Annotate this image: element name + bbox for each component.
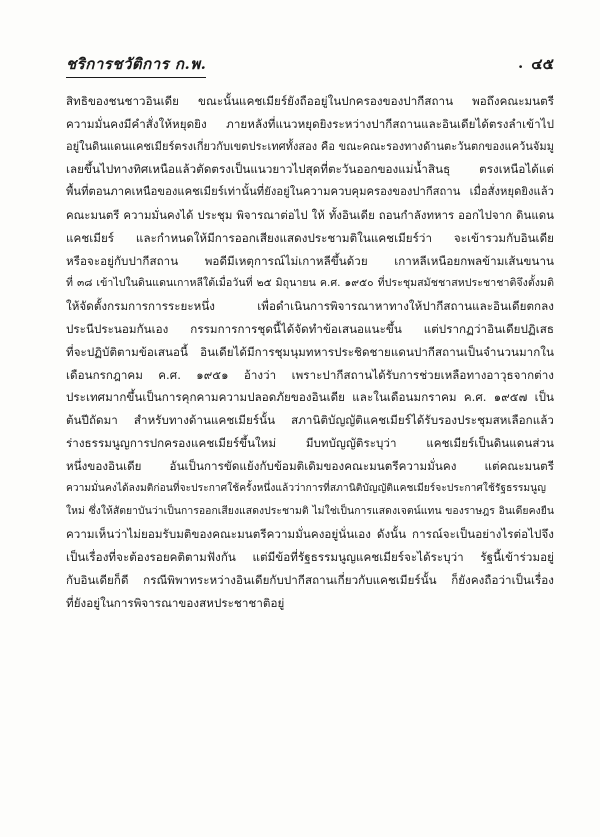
running-title: ชริการชวัติการ ก.พ.	[66, 52, 206, 78]
text-line: หนึ่งของอินเดีย อันเป็นการขัดแย้งกับข้อมติเดิมของคณะมนตรีความมั่นคง แต่คณะมนตรี	[66, 458, 554, 473]
text-line: พื้นที่ตอนภาคเหนือของแคชเมียร์เท่านั้นที่ยังอยู่ในความควบคุมครองของปากีสถาน เมื่อสั่งหยุดยิงแล้ว	[66, 185, 554, 199]
text-line: ที่จะปฏิบัติตามข้อเสนอนี้ อินเดียได้มีการชุมนุมทหารประชิดชายแดนปากีสถานเป็นจำนวนมากใน	[66, 344, 554, 359]
text-line: เป็นเรื่องที่จะต้องรอยคติตามฟังกัน แต่มีข้อที่รัฐธรรมนูญแคชเมียร์จะได้ระบุว่า รัฐนี้เข้าร่วมอยู่	[66, 549, 554, 564]
text-line: ให้จัดตั้งกรมการการระยะหนึ่ง เพื่อดำเนินการพิจารณาหาทางให้ปากีสถานและอินเดียตกลง	[66, 299, 554, 314]
text-line: ประนีประนอมกันเอง กรรมการการชุดนี้ได้จัดทำข้อเสนอแนะขึ้น แต่ปรากฏว่าอินเดียปฏิเสธ	[66, 321, 554, 336]
page-header	[66, 52, 556, 74]
text-line: ที่ ๓๘ เข้าไปในดินแดนเกาหลีใต้เมื่อวันที่ ๒๕ มิถุนายน ค.ศ. ๑๙๕๐ ที่ประชุมสมัชชาสหประชาชาติจึงตั้งมติ	[66, 277, 554, 290]
text-line: กับอินเดียก็ดี กรณีพิพาทระหว่างอินเดียกับปากีสถานเกี่ยวกับแคชเมียร์นั้น ก็ยังคงถือว่าเป็นเรื่อง	[66, 572, 554, 587]
text-line: ใหม่ ซึ่งให้สัตยาบันว่าเป็นการออกเสียงแสดงประชามติ ไม่ใช่เป็นการแสดงเจตน์แทน ของราษฎร อินเดียคงยืน	[66, 505, 554, 518]
text-line: ร่างธรรมนูญการปกครองแคชเมียร์ขึ้นใหม่ มีบทบัญญัติระบุว่า แคชเมียร์เป็นดินแดนส่วน	[66, 435, 554, 450]
text-line: ประเทศมากขึ้นเป็นการคุกคามความปลอดภัยของอินเดีย และในเดือนมกราคม ค.ศ. ๑๙๕๗ เป็น	[66, 390, 554, 405]
text-line: ต้นปีถัดมา สำหรับทางด้านแคชเมียร์นั้น สภานิติบัญญัติแคชเมียร์ได้รับรองประชุมสหเลือกแล้ว	[66, 413, 554, 428]
text-line: สิทธิของชนชาวอินเดีย ขณะนั้นแคชเมียร์ยังถืออยู่ในปกครองของปากีสถาน พอถึงคณะมนตรี	[66, 94, 554, 108]
text-line: ความเห็นว่าไม่ยอมรับมติของคณะมนตรีความมั่นคงอยู่นั่นเอง ดังนั้น การณ์จะเป็นอย่างไรต่อไปจึง	[66, 527, 554, 542]
text-line: ความมั่นคงมีคำสั่งให้หยุดยิง ภายหลังที่แนวหยุดยิงระหว่างปากีสถานและอินเดียได้ตรงลำเข้าไป	[66, 116, 554, 131]
text-line: หรือจะอยู่กับปากีสถาน พอดีมีเหตุการณ์ไม่เกาหลีขึ้นด้วย เกาหลีเหนือยกพลข้ามเส้นขนาน	[66, 253, 554, 268]
text-line: คณะมนตรี ความมั่นคงได้ ประชุม พิจารณาต่อไป ให้ ทั้งอินเดีย ถอนกำลังทหาร ออกไปจาก ดินแดน	[66, 207, 554, 222]
text-line-last: ที่ยังอยู่ในการพิจารณาของสหประชาชาติอยู่	[66, 595, 285, 610]
text-line: อยู่ในดินแดนแคชเมียร์ตรงเกี่ยวกับเขตประเทศทั้งสอง คือ ขณะคณะรองทางด้านตะวันตกของแคว้นจัมมู	[66, 139, 554, 153]
text-line: เดือนกรกฎาคม ค.ศ. ๑๙๕๑ อ้างว่า เพราะปากีสถานได้รับการช่วยเหลือทางอาวุธจากต่าง	[66, 367, 554, 382]
text-line: แคชเมียร์ และกำหนดให้มีการออกเสียงแสดงประชามติในแคชเมียร์ว่า จะเข้ารวมกับอินเดีย	[66, 230, 554, 245]
header-dot: .	[518, 54, 524, 72]
body-paragraph	[66, 90, 554, 614]
text-line: เลยขึ้นไปทางทิศเหนือแล้วตัดตรงเป็นแนวยาวไปสุดที่ตะวันออกของแม่น้ำสินธุ ตรงเหนือได้แต่	[66, 162, 554, 177]
text-line: ความมั่นคงได้ลงมติก่อนที่จะประกาศใช้ครั้งหนึ่งแล้วว่าการที่สภานิติบัญญัติแคชเมียร์จะประกาศใช้รัฐธรรมนูญ	[66, 482, 546, 494]
page-number: ๔๕	[531, 55, 554, 73]
